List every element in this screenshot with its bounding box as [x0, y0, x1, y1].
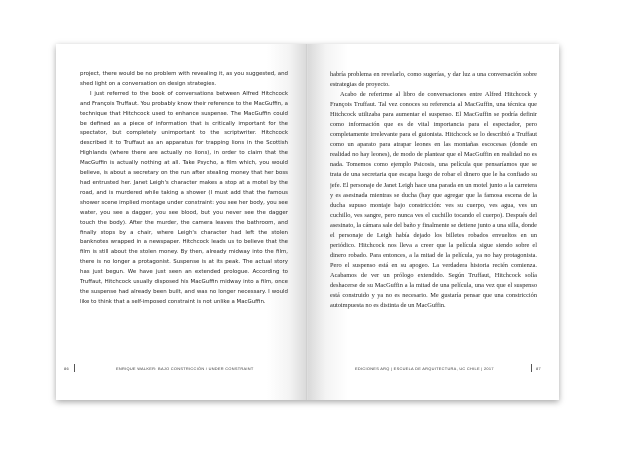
book-spread	[56, 44, 559, 400]
right-footer-separator	[531, 364, 532, 372]
left-paragraph-1: project, there would be no problem with revealing it, as you suggested, and shed light on a conversation on design strategies.	[80, 71, 288, 87]
right-running-footer: EDICIONES ARQ | ESCUELA DE ARQUITECTURA, UC CHILE | 2017	[355, 366, 494, 371]
left-footer-separator	[74, 364, 75, 372]
right-page	[308, 44, 559, 400]
right-paragraph-2: Acabo de referirme al libro de conversaciones entre Alfred Hitchcock y François Truffaut. Tal vez conoces su referencia al MacGuffin, una técnica que Hitchcock utilizaba para aumentar el suspenso. El MacGuffin se podría definir como información que es de vital importancia para el espectador, pero completamente irrelevante para el guionista. Hitchcock se lo describió a Truffaut como un aparato para atrapar leones en las montañas escocesas (donde en realidad no hay leones), de modo de plantear que el MacGuffin en realidad no es nada. Tomemos como ejemplo Psicosis, una película que pensaríamos que se trata de una secretaria que escapa luego de robar el dinero que le ha confiado su jefe. El personaje de Janet Leigh hace una parada en un motel junto a la carretera y es asesinada mientras se ducha (hay que agregar que la famosa escena de la ducha supuso montaje bajo constricción: ves su cuerpo, ves agua, ves un cuchillo, ves sangre, pero nunca ves el cuchillo tocando el cuerpo). Después del asesinato, la cámara sale del baño y finalmente se detiene junto a una silla, donde el personaje de Leigh había dejado los billetes robados envueltos en un periódico. Hitchcock nos lleva a creer que la película sigue siendo sobre el dinero robado. Para entonces, a la mitad de la película, ya no hay protagonista. Pero el suspenso está en su apogeo. La verdadera historia recién comienza. Acabamos de ver un prólogo extendido. Según Truffaut, Hitchcock solía deshacerse de su MacGuffin a la mitad de una película, una vez que el suspenso está construido y ya no es necesario. Me gustaría pensar que una constricción autoimpuesta no es distinta de un MacGuffin.	[330, 91, 537, 310]
left-running-footer: ENRIQUE WALKER: BAJO CONSTRICCIÓN / UNDER CONSTRAINT	[116, 366, 254, 371]
left-page-body	[80, 70, 288, 340]
right-paragraph-1: habría problema en revelarlo, como sugerías, y dar luz a una conversación sobre estrategias de proyecto.	[330, 71, 537, 89]
left-page-number: 86	[64, 366, 69, 371]
right-page-number: 87	[536, 366, 541, 371]
right-page-body	[330, 70, 537, 340]
left-page	[56, 44, 307, 400]
left-paragraph-2: I just referred to the book of conversations between Alfred Hitchcock and François Truffaut. You probably know their reference to the MacGuffin, a technique that Hitchcock used to enhance suspense. The MacGuffin could be defined as a piece of information that is critically important for the spectator, but completely unimportant to the scriptwriter. Hitchcock described it to Truffaut as an apparatus for trapping lions in the Scottish Highlands (where there are actually no lions), in order to claim that the MacGuffin is actually nothing at all. Take Psycho, a film which, you would believe, is about a secretary on the run after stealing money that her boss had entrusted her. Janet Leigh's character makes a stop at a motel by the road, and is murdered while taking a shower (I must add that the famous shower scene implied montage under constraint: you see her body, you see water, you see a dagger, you see blood, but you never see the dagger touch the body). After the murder, the camera leaves the bathroom, and finally stops by a chair, where Leigh's character had left the stolen banknotes wrapped in a newspaper. Hitchcock leads us to believe that the film is still about the stolen money. By then, already midway into the film, there is no longer a protagonist. Suspense is at its peak. The actual story has just begun. We have just seen an extended prologue. According to Truffaut, Hitchcock usually disposed his MacGuffin midway into a film, once the suspense had already been built, and was no longer necessary. I would like to think that a self-imposed constraint is not unlike a MacGuffin.	[80, 90, 288, 305]
